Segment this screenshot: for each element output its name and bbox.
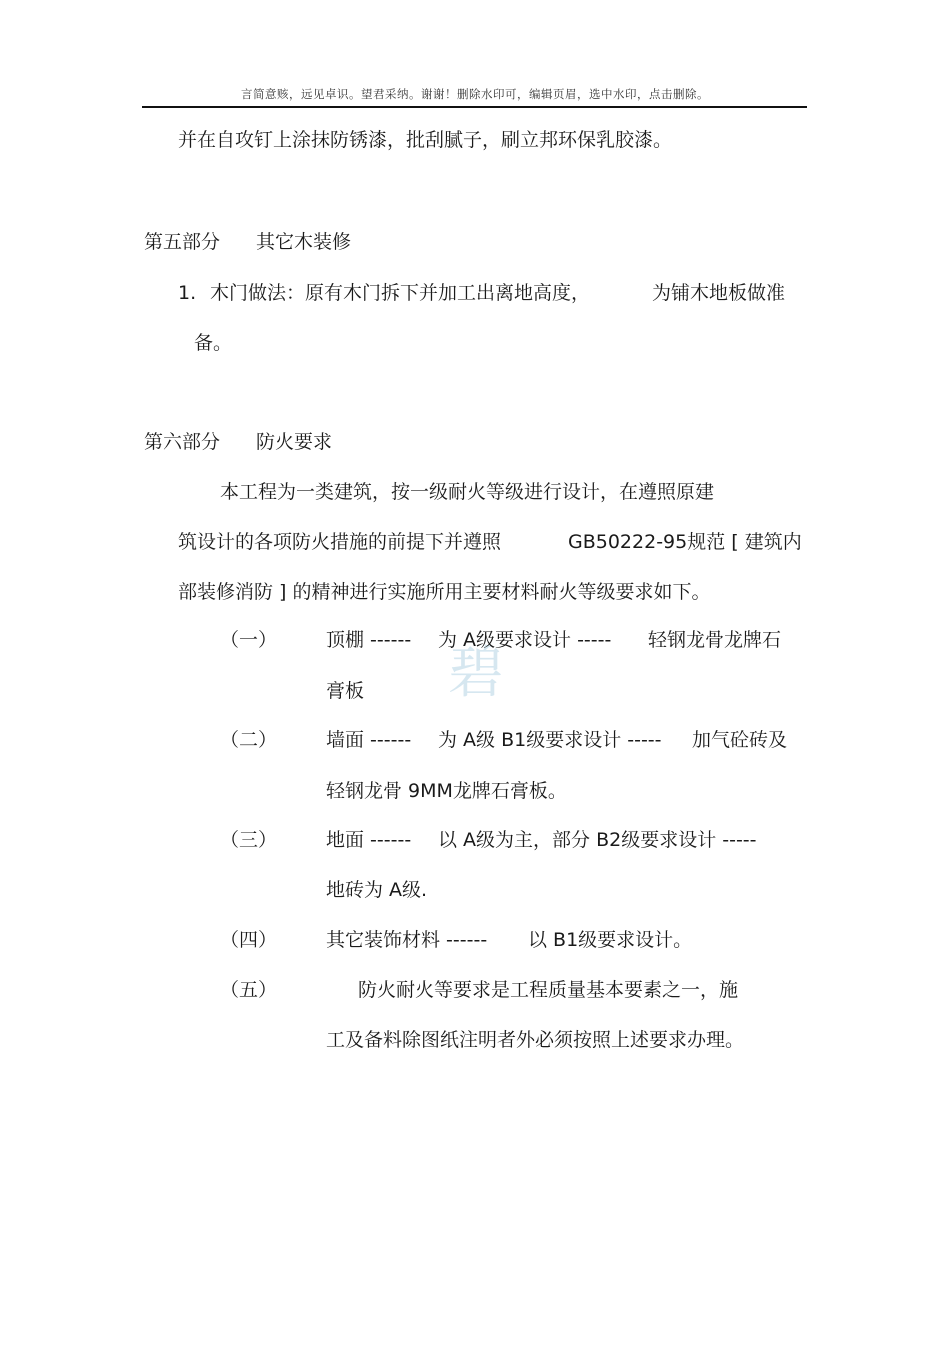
list-item-subject: 其它装饰材料 ------ — [326, 929, 488, 951]
list-item-material: 加气砼砖及 — [692, 729, 788, 751]
section5-title: 其它木装修 — [256, 231, 352, 253]
list-item-continuation: 轻钢龙骨 9MM龙牌石膏板。 — [326, 780, 567, 802]
list-item-label: （一） — [220, 629, 278, 651]
list-item-requirement: 以 A级为主，部分 B2级要求设计 ----- — [438, 829, 757, 851]
section5-item1-text-c: 备。 — [194, 332, 233, 354]
header-divider — [142, 106, 807, 108]
list-item-label: （二） — [220, 729, 278, 751]
list-item-material: 轻钢龙骨龙牌石 — [648, 629, 782, 651]
section5-item1-text-b: 为铺木地板做准 — [652, 282, 786, 304]
section6-number: 第六部分 — [144, 431, 221, 453]
list-item-continuation: 工及备料除图纸注明者外必须按照上述要求办理。 — [326, 1029, 745, 1051]
section6-paragraph-line2a: 筑设计的各项防火措施的前提下并遵照 — [178, 531, 502, 553]
section5-number: 第五部分 — [144, 231, 221, 253]
list-item-label: （四） — [220, 929, 278, 951]
section6-paragraph-line2b: GB50222-95规范 [ 建筑内 — [568, 531, 802, 553]
continuation-paragraph: 并在自攻钉上涂抹防锈漆，批刮腻子，刷立邦环保乳胶漆。 — [178, 129, 673, 151]
section6-paragraph-line1: 本工程为一类建筑，按一级耐火等级进行设计，在遵照原建 — [220, 481, 715, 503]
watermark-glyph[interactable]: 碧 — [448, 641, 504, 706]
section5-item1-text-a: 木门做法：原有木门拆下并加工出离地高度， — [210, 282, 591, 304]
list-item-continuation: 膏板 — [326, 680, 365, 702]
list-item-subject: 防火耐火等要求是工程质量基本要素之一，施 — [358, 979, 739, 1001]
list-item-requirement: 为 A级要求设计 ----- — [438, 629, 612, 651]
list-item-label: （三） — [220, 829, 278, 851]
section6-paragraph-line3: 部装修消防 ] 的精神进行实施所用主要材料耐火等级要求如下。 — [178, 581, 711, 603]
list-item-continuation: 地砖为 A级. — [326, 879, 428, 901]
section5-item1-number: 1. — [178, 282, 197, 304]
list-item-subject: 墙面 ------ — [326, 729, 412, 751]
section6-title: 防火要求 — [256, 431, 333, 453]
list-item-requirement: 以 B1级要求设计。 — [528, 929, 693, 951]
list-item-subject: 地面 ------ — [326, 829, 412, 851]
list-item-label: （五） — [220, 979, 278, 1001]
page-header-notice: 言简意赅，远见卓识。望君采纳。谢谢！删除水印可，编辑页眉，选中水印，点击删除。 — [241, 87, 709, 101]
list-item-requirement: 为 A级 B1级要求设计 ----- — [438, 729, 662, 751]
list-item-subject: 顶棚 ------ — [326, 629, 412, 651]
